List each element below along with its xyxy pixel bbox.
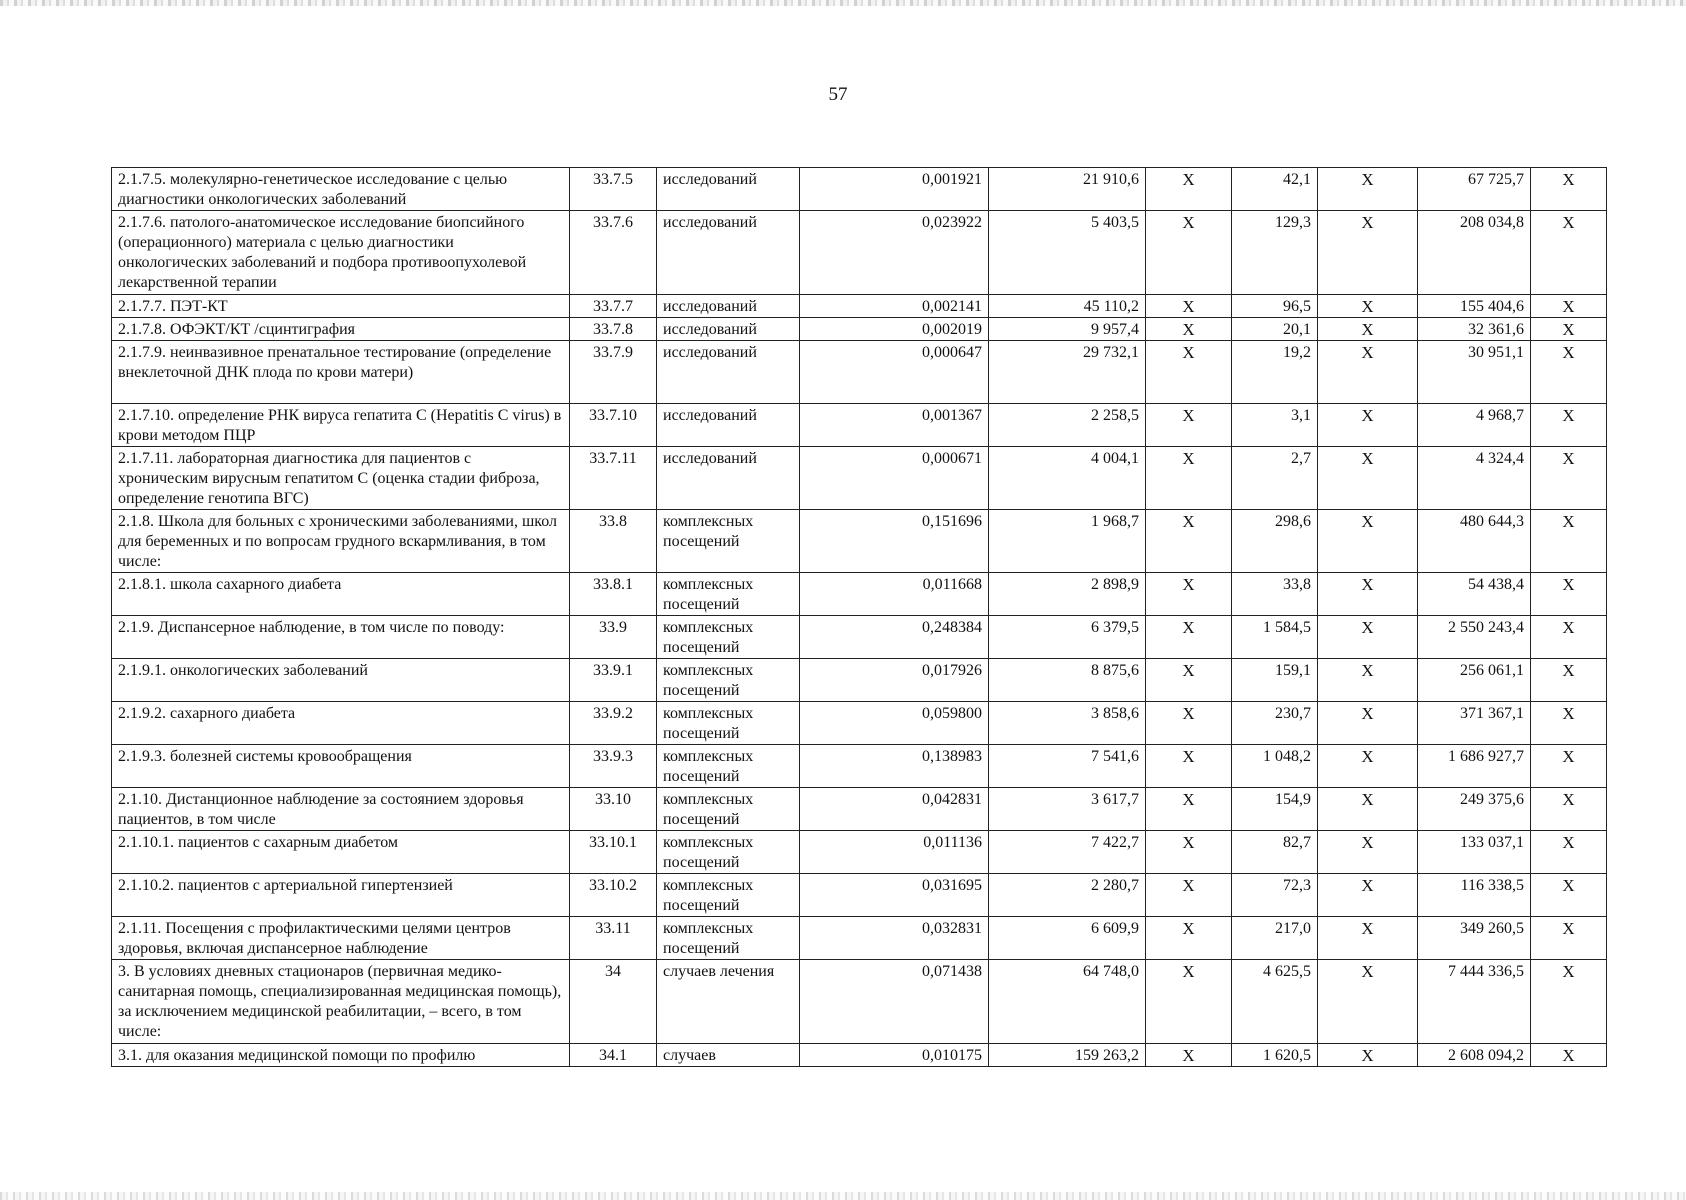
cell-unit: исследований	[657, 211, 800, 295]
cell-cost-per-unit: 5 403,5	[989, 211, 1146, 295]
cell-x-mark: X	[1531, 1044, 1607, 1067]
cell-name: 2.1.10.2. пациентов с артериальной гипертензией	[112, 874, 570, 917]
cell-per-capita: 1 620,5	[1232, 1044, 1318, 1067]
cell-volume-norm: 0,002141	[800, 295, 989, 318]
cell-per-capita: 96,5	[1232, 295, 1318, 318]
cell-total: 349 260,5	[1418, 917, 1531, 960]
cell-cost-per-unit: 64 748,0	[989, 960, 1146, 1044]
cell-total: 480 644,3	[1418, 510, 1531, 573]
cell-per-capita: 1 584,5	[1232, 616, 1318, 659]
cell-per-capita: 42,1	[1232, 168, 1318, 211]
cell-code: 34	[570, 960, 657, 1044]
cell-code: 33.9.1	[570, 659, 657, 702]
cell-unit: комплексных посещений	[657, 788, 800, 831]
cell-x-mark: X	[1318, 168, 1418, 211]
cell-unit: комплексных посещений	[657, 745, 800, 788]
cell-unit: комплексных посещений	[657, 874, 800, 917]
cell-per-capita: 20,1	[1232, 318, 1318, 341]
cell-name: 2.1.7.11. лабораторная диагностика для пациентов с хроническим вирусным гепатитом С (оценка стадии фиброза, определение генотипа ВГС)	[112, 447, 570, 510]
cell-name: 2.1.9.1. онкологических заболеваний	[112, 659, 570, 702]
cell-name: 2.1.10. Дистанционное наблюдение за состоянием здоровья пациентов, в том числе	[112, 788, 570, 831]
cell-unit: комплексных посещений	[657, 510, 800, 573]
cell-unit: комплексных посещений	[657, 917, 800, 960]
cell-code: 33.10.1	[570, 831, 657, 874]
cell-unit: исследований	[657, 341, 800, 404]
cell-code: 34.1	[570, 1044, 657, 1067]
cell-unit: исследований	[657, 447, 800, 510]
cell-x-mark: X	[1531, 960, 1607, 1044]
cell-x-mark: X	[1531, 616, 1607, 659]
cell-cost-per-unit: 45 110,2	[989, 295, 1146, 318]
cell-x-mark: X	[1318, 831, 1418, 874]
cell-x-mark: X	[1318, 573, 1418, 616]
cell-per-capita: 217,0	[1232, 917, 1318, 960]
cell-x-mark: X	[1318, 404, 1418, 447]
cell-x-mark: X	[1146, 168, 1232, 211]
cell-total: 256 061,1	[1418, 659, 1531, 702]
cell-volume-norm: 0,042831	[800, 788, 989, 831]
cell-x-mark: X	[1531, 211, 1607, 295]
cell-name: 3. В условиях дневных стационаров (первичная медико-санитарная помощь, специализированная медицинская помощь), за исключением медицинской реабилитации, – всего, в том числе:	[112, 960, 570, 1044]
cell-name: 2.1.7.8. ОФЭКТ/КТ /сцинтиграфия	[112, 318, 570, 341]
cell-x-mark: X	[1318, 295, 1418, 318]
cell-total: 1 686 927,7	[1418, 745, 1531, 788]
table-row	[112, 573, 1607, 616]
scan-edge-bottom	[0, 1192, 1686, 1200]
cell-x-mark: X	[1318, 745, 1418, 788]
cell-per-capita: 298,6	[1232, 510, 1318, 573]
cell-cost-per-unit: 7 541,6	[989, 745, 1146, 788]
cell-x-mark: X	[1146, 211, 1232, 295]
cell-x-mark: X	[1531, 318, 1607, 341]
cell-total: 7 444 336,5	[1418, 960, 1531, 1044]
table-row	[112, 659, 1607, 702]
cell-cost-per-unit: 8 875,6	[989, 659, 1146, 702]
cell-x-mark: X	[1146, 831, 1232, 874]
table-row	[112, 341, 1607, 404]
cell-name: 2.1.9.3. болезней системы кровообращения	[112, 745, 570, 788]
cell-volume-norm: 0,059800	[800, 702, 989, 745]
cell-x-mark: X	[1146, 960, 1232, 1044]
cell-total: 4 968,7	[1418, 404, 1531, 447]
cell-total: 30 951,1	[1418, 341, 1531, 404]
cell-unit: случаев	[657, 1044, 800, 1067]
cell-code: 33.11	[570, 917, 657, 960]
cell-per-capita: 82,7	[1232, 831, 1318, 874]
cell-volume-norm: 0,001921	[800, 168, 989, 211]
cell-x-mark: X	[1146, 510, 1232, 573]
cell-cost-per-unit: 6 609,9	[989, 917, 1146, 960]
cell-code: 33.8	[570, 510, 657, 573]
table-row	[112, 168, 1607, 211]
cell-cost-per-unit: 6 379,5	[989, 616, 1146, 659]
cell-x-mark: X	[1146, 702, 1232, 745]
cell-code: 33.7.7	[570, 295, 657, 318]
cell-name: 2.1.7.7. ПЭТ-КТ	[112, 295, 570, 318]
cell-x-mark: X	[1318, 318, 1418, 341]
cell-x-mark: X	[1318, 874, 1418, 917]
cell-total: 2 550 243,4	[1418, 616, 1531, 659]
cell-x-mark: X	[1531, 659, 1607, 702]
table-row	[112, 917, 1607, 960]
cell-x-mark: X	[1146, 917, 1232, 960]
cell-cost-per-unit: 3 858,6	[989, 702, 1146, 745]
cell-total: 249 375,6	[1418, 788, 1531, 831]
cell-x-mark: X	[1318, 960, 1418, 1044]
cell-x-mark: X	[1318, 616, 1418, 659]
cell-code: 33.7.5	[570, 168, 657, 211]
cell-per-capita: 2,7	[1232, 447, 1318, 510]
table-row	[112, 211, 1607, 295]
cell-volume-norm: 0,138983	[800, 745, 989, 788]
cell-volume-norm: 0,000671	[800, 447, 989, 510]
scan-edge-top	[0, 0, 1686, 6]
cell-total: 32 361,6	[1418, 318, 1531, 341]
cell-total: 54 438,4	[1418, 573, 1531, 616]
cell-name: 2.1.11. Посещения с профилактическими целями центров здоровья, включая диспансерное наблюдение	[112, 917, 570, 960]
cell-x-mark: X	[1531, 168, 1607, 211]
cell-name: 2.1.7.10. определение РНК вируса гепатита С (Hepatitis C virus) в крови методом ПЦР	[112, 404, 570, 447]
cell-x-mark: X	[1146, 616, 1232, 659]
cell-x-mark: X	[1318, 788, 1418, 831]
cell-x-mark: X	[1531, 788, 1607, 831]
cell-x-mark: X	[1531, 295, 1607, 318]
cell-per-capita: 1 048,2	[1232, 745, 1318, 788]
cell-x-mark: X	[1146, 447, 1232, 510]
table-row	[112, 745, 1607, 788]
cell-volume-norm: 0,023922	[800, 211, 989, 295]
cell-cost-per-unit: 3 617,7	[989, 788, 1146, 831]
cell-cost-per-unit: 1 968,7	[989, 510, 1146, 573]
table-row	[112, 616, 1607, 659]
cell-total: 116 338,5	[1418, 874, 1531, 917]
cell-x-mark: X	[1531, 745, 1607, 788]
cell-unit: исследований	[657, 295, 800, 318]
cell-volume-norm: 0,032831	[800, 917, 989, 960]
cell-x-mark: X	[1146, 788, 1232, 831]
cell-x-mark: X	[1318, 702, 1418, 745]
cell-x-mark: X	[1146, 404, 1232, 447]
cell-volume-norm: 0,248384	[800, 616, 989, 659]
cell-x-mark: X	[1318, 447, 1418, 510]
cell-cost-per-unit: 21 910,6	[989, 168, 1146, 211]
cell-name: 2.1.7.6. патолого-анатомическое исследование биопсийного (операционного) материала с целью диагностики онкологических заболеваний и подбора противоопухолевой лекарственной терапии	[112, 211, 570, 295]
data-table	[111, 167, 1607, 1067]
cell-unit: исследований	[657, 318, 800, 341]
table-row	[112, 1044, 1607, 1067]
cell-unit: случаев лечения	[657, 960, 800, 1044]
cell-volume-norm: 0,017926	[800, 659, 989, 702]
cell-code: 33.9.2	[570, 702, 657, 745]
cell-cost-per-unit: 9 957,4	[989, 318, 1146, 341]
cell-x-mark: X	[1531, 702, 1607, 745]
table-row	[112, 318, 1607, 341]
cell-x-mark: X	[1146, 573, 1232, 616]
cell-name: 2.1.7.9. неинвазивное пренатальное тестирование (определение внеклеточной ДНК плода по крови матери)	[112, 341, 570, 404]
cell-total: 67 725,7	[1418, 168, 1531, 211]
cell-volume-norm: 0,151696	[800, 510, 989, 573]
cell-x-mark: X	[1146, 659, 1232, 702]
table-body	[112, 168, 1607, 1067]
cell-code: 33.7.10	[570, 404, 657, 447]
cell-cost-per-unit: 7 422,7	[989, 831, 1146, 874]
cell-volume-norm: 0,031695	[800, 874, 989, 917]
cell-unit: комплексных посещений	[657, 573, 800, 616]
cell-cost-per-unit: 29 732,1	[989, 341, 1146, 404]
cell-total: 208 034,8	[1418, 211, 1531, 295]
cell-per-capita: 33,8	[1232, 573, 1318, 616]
cell-cost-per-unit: 2 258,5	[989, 404, 1146, 447]
table-row	[112, 960, 1607, 1044]
cell-name: 2.1.9. Диспансерное наблюдение, в том числе по поводу:	[112, 616, 570, 659]
cell-x-mark: X	[1318, 211, 1418, 295]
cell-x-mark: X	[1146, 1044, 1232, 1067]
cell-volume-norm: 0,002019	[800, 318, 989, 341]
cell-code: 33.7.11	[570, 447, 657, 510]
table-row	[112, 447, 1607, 510]
cell-x-mark: X	[1531, 447, 1607, 510]
cell-x-mark: X	[1531, 573, 1607, 616]
cell-per-capita: 230,7	[1232, 702, 1318, 745]
cell-x-mark: X	[1531, 831, 1607, 874]
cell-x-mark: X	[1531, 510, 1607, 573]
cell-x-mark: X	[1318, 659, 1418, 702]
cell-code: 33.8.1	[570, 573, 657, 616]
table-row	[112, 295, 1607, 318]
cell-x-mark: X	[1318, 917, 1418, 960]
cell-unit: комплексных посещений	[657, 659, 800, 702]
cell-unit: исследований	[657, 168, 800, 211]
cell-code: 33.9.3	[570, 745, 657, 788]
cell-unit: комплексных посещений	[657, 831, 800, 874]
cell-x-mark: X	[1318, 510, 1418, 573]
cell-x-mark: X	[1531, 874, 1607, 917]
cell-x-mark: X	[1146, 745, 1232, 788]
cell-code: 33.10	[570, 788, 657, 831]
cell-cost-per-unit: 2 280,7	[989, 874, 1146, 917]
cell-x-mark: X	[1146, 318, 1232, 341]
cell-unit: комплексных посещений	[657, 616, 800, 659]
cell-per-capita: 72,3	[1232, 874, 1318, 917]
cell-code: 33.7.8	[570, 318, 657, 341]
cell-per-capita: 154,9	[1232, 788, 1318, 831]
page-number: 57	[828, 84, 848, 105]
cell-x-mark: X	[1318, 341, 1418, 404]
table-row	[112, 404, 1607, 447]
cell-code: 33.7.9	[570, 341, 657, 404]
table-row	[112, 510, 1607, 573]
table-row	[112, 788, 1607, 831]
cell-name: 3.1. для оказания медицинской помощи по профилю	[112, 1044, 570, 1067]
table-row	[112, 874, 1607, 917]
cell-code: 33.7.6	[570, 211, 657, 295]
cell-volume-norm: 0,071438	[800, 960, 989, 1044]
cell-total: 4 324,4	[1418, 447, 1531, 510]
cell-total: 133 037,1	[1418, 831, 1531, 874]
cell-per-capita: 19,2	[1232, 341, 1318, 404]
cell-x-mark: X	[1531, 341, 1607, 404]
cell-volume-norm: 0,000647	[800, 341, 989, 404]
cell-name: 2.1.10.1. пациентов с сахарным диабетом	[112, 831, 570, 874]
cell-x-mark: X	[1318, 1044, 1418, 1067]
cell-name: 2.1.7.5. молекулярно-генетическое исследование с целью диагностики онкологических заболеваний	[112, 168, 570, 211]
cell-x-mark: X	[1146, 341, 1232, 404]
cell-code: 33.9	[570, 616, 657, 659]
table-row	[112, 702, 1607, 745]
cell-unit: исследований	[657, 404, 800, 447]
cell-cost-per-unit: 4 004,1	[989, 447, 1146, 510]
cell-x-mark: X	[1146, 874, 1232, 917]
cell-name: 2.1.8.1. школа сахарного диабета	[112, 573, 570, 616]
cell-total: 371 367,1	[1418, 702, 1531, 745]
cell-per-capita: 3,1	[1232, 404, 1318, 447]
cell-code: 33.10.2	[570, 874, 657, 917]
cell-total: 2 608 094,2	[1418, 1044, 1531, 1067]
cell-per-capita: 4 625,5	[1232, 960, 1318, 1044]
cell-name: 2.1.9.2. сахарного диабета	[112, 702, 570, 745]
cell-cost-per-unit: 159 263,2	[989, 1044, 1146, 1067]
table-row	[112, 831, 1607, 874]
cell-x-mark: X	[1146, 295, 1232, 318]
cell-volume-norm: 0,011668	[800, 573, 989, 616]
cell-per-capita: 159,1	[1232, 659, 1318, 702]
cell-x-mark: X	[1531, 404, 1607, 447]
cell-per-capita: 129,3	[1232, 211, 1318, 295]
cell-unit: комплексных посещений	[657, 702, 800, 745]
cell-name: 2.1.8. Школа для больных с хроническими заболеваниями, школ для беременных и по вопросам грудного вскармливания, в том числе:	[112, 510, 570, 573]
cell-cost-per-unit: 2 898,9	[989, 573, 1146, 616]
cell-total: 155 404,6	[1418, 295, 1531, 318]
cell-volume-norm: 0,011136	[800, 831, 989, 874]
cell-volume-norm: 0,001367	[800, 404, 989, 447]
cell-x-mark: X	[1531, 917, 1607, 960]
cell-volume-norm: 0,010175	[800, 1044, 989, 1067]
